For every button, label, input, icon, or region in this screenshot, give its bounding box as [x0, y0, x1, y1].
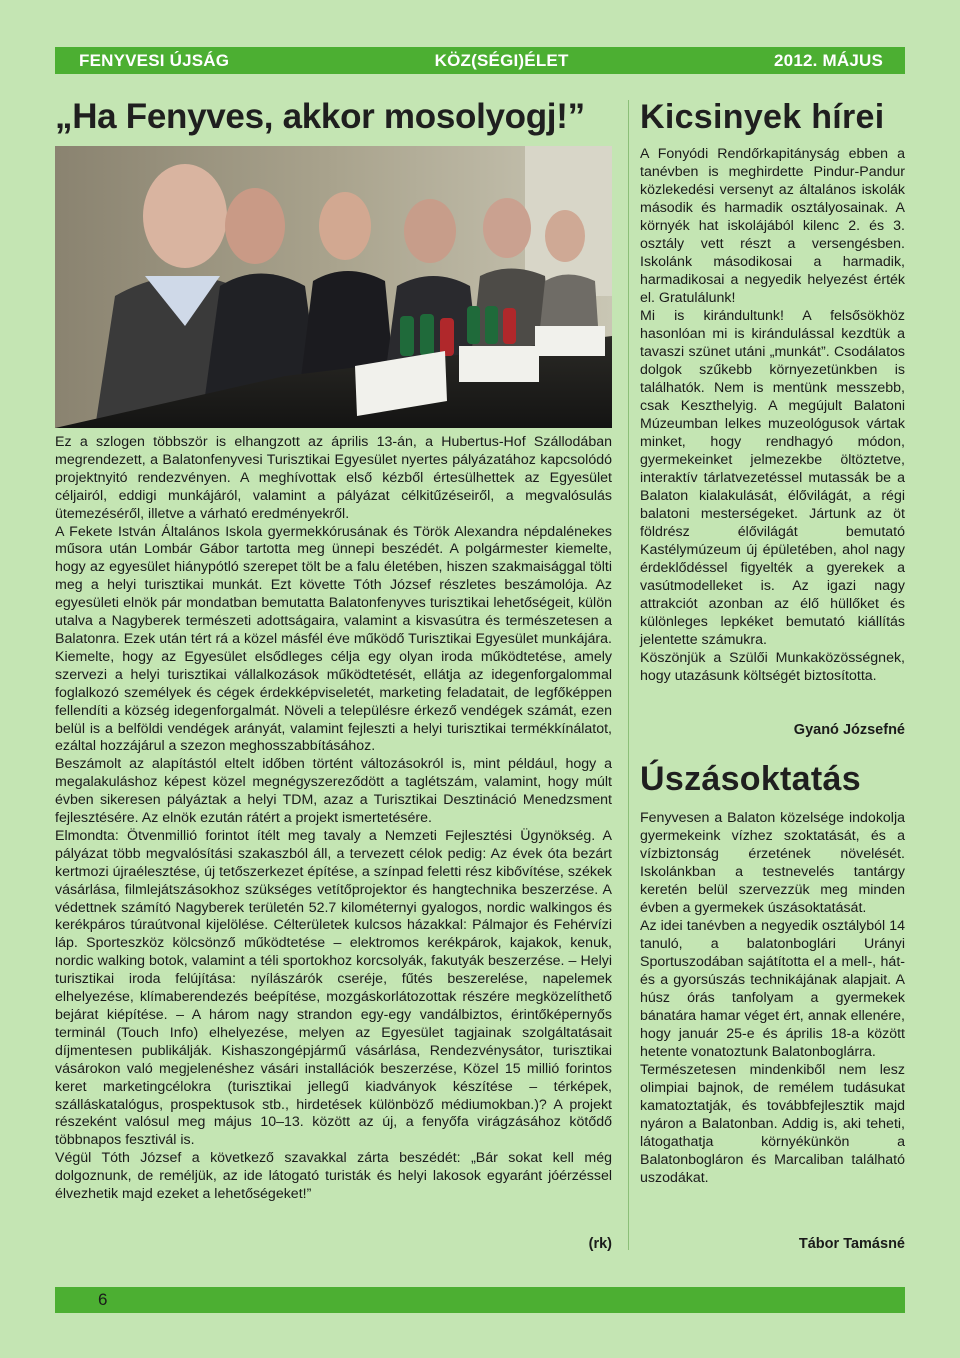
column-divider — [628, 100, 629, 1250]
kicsinyek-paragraph: Mi is kirándultunk! A felsősökhöz hasonlóan mi is kirándulással kezdtük a tavaszi szünet utáni „munkát”. Csodálatos dolgok szűkebb környezetünkben is találhatók. Nem is mentünk messzebb, csak Keszthelyig. A megújult Balatoni Múzeumban lelkes muzeológusok vártak minket, hogy rendhagyó módon, gyermekeinket jelmezekbe öltöztetve, interaktív tárlatvezetéssel mutassák be a Balaton kialakulását, élővilágát, a régi balatoni mesterségeket. Jártunk az öt földrész élővilágát bemutató Kastélymúzeum új épületében, ahol nagy érdeklődéssel figyelték a gyerekek a vasútmodelleket is. Az igazi nagy attrakciót azonban az élő hüllőket és különleges lepkéket bemutató kiállítás jelentette számukra. — [640, 308, 905, 648]
event-photo-image — [55, 146, 612, 428]
main-article-paragraph: A Fekete István Általános Iskola gyermekkórusának és Török Alexandra népdalénekes műsora után Lombár Gábor tartotta meg ünnepi beszédét. A polgármester kiemelte, hogy az egyesület hiánypótló szerepet tölt be a falu életében, hiszen szakmaisággal tölti meg a helyi turisztikai munkát. Ezt követte Tóth József részletes beszámolója. Az egyesületi elnök pár mondatban bemutatta Balatonfenyves turisztikai lehetőségeit, külön utalva a Nagyberek természeti adottságaira, valamint a kisvasútra és természetesen a Balatonra. Ezek után tért rá a közel másfél éve működő Turisztikai Egyesület munkájára. Kiemelte, hogy az Egyesület elsődleges célja egy olyan iroda működtetése, amely szervezi a helyi turisztikai vállalkozások működtetését, ellátja az idegenforgalommal foglalkozó személyek és cégek érdekképviseletét, marketing feladatait, de legfőképpen fellendíti a község idegenforgalmát. Növeli a településre érkező vendégek számát, ezen belül is a belföldi vendégek arányát, valamint fejleszti a helyi turisztikai termékkínálatot, ezáltal hozzájárul a szezon meghosszabbításához. — [55, 523, 612, 755]
uszasoktatas-paragraph: Az idei tanévben a negyedik osztályból 14 tanuló, a balatonboglári Urányi Sportuszodában sajátította el a mell-, hát- és a gyorsúszás technikájának alapjait. A húsz órás tanfolyam a gyermekek bánatára hamar véget ért, annak ellenére, hogy január 25-e és április 18-a között hetente vonatoztunk Balatonboglárra. — [640, 918, 905, 1060]
uszasoktatas-title: Úszásoktatás — [640, 760, 861, 798]
event-photo — [55, 146, 612, 428]
uszasoktatas-paragraph: Fenyvesen a Balaton közelsége indokolja gyermekeink vízhez szoktatását, és a vízbiztonság érzetének növelését. Iskolánkban a testnevelés tantárgy keretén belül szervezzük meg minden évben a gyermekek úszásoktatását. — [640, 810, 905, 916]
main-article-paragraph: Elmondta: Ötvenmillió forintot ítélt meg tavaly a Nemzeti Fejlesztési Ügynökség. A pályázat több megvalósítási szakaszból áll, a tervezett célok pedig: Az évek óta bezárt kertmozi újraélesztése, új tetőszerkezet építése, a színpad feletti rész kibővítése, székek vásárlása, filmlejátszásokhoz szükséges vetítőprojektor és hangtechnika beszerzése. A védettnek számító Nagyberek területén 52.7 kilométernyi gyalogos, nordic walkingos és kerékpáros túraútvonal kijelölése. Célterületek kulcsos házakkal: Pálmajor és Fehérvízi láp. Sporteszköz kölcsönző működtetése – elektromos kerékpárok, kajakok, kenuk, nordic walking botok, valamint a téli sportokhoz korcsolyák, fakutyák beszerzése. – Helyi turisztikai iroda felújítása: nyílászárók cseréje, fűtés beszerelése, napelemek elhelyezése, klímaberendezés beépítése, mozgáskorlátozottak részére megközelíthető bejárat kiépítése. – A három nagy strandon egy-egy vandálbiztos, érintőképernyős terminál (Touch Info) elhelyezése, melyen az Egyesület tagjainak szolgáltatásait díjmentesen publikálják. Kishaszongépjármű vásárlása, Rendezvénysátor, turisztikai vásárokon való megjelenéshez vásári installációk beszerzése, Közel 15 millió forintos keret marketingcélokra (turisztikai jellegű kiadványok készítése – térképek, szálláskatalógus, prospektusok stb., hirdetések különböző médiumokban.)? A projekt részeként valósul meg május 10–13. között az új, a fenyőfa virágzásához kötődő többnapos fesztivál is. — [55, 827, 612, 1149]
kicsinyek-body — [640, 145, 905, 685]
main-article-signature: (rk) — [588, 1236, 612, 1252]
main-article-paragraph: Ez a szlogen többször is elhangzott az április 13-án, a Hubertus-Hof Szállodában megrendezett, a Balatonfenyvesi Turisztikai Egyesület nyertes pályázatához kapcsolódó projektnyitó rendezvényen. A meghívottak első kézből értesülhettek az Egyesület céljairól, eddigi munkájáról, valamint a pályázat célkitűzéseiről, a megvalósulás ütemezéséről, illetve a várható eredményekről. — [55, 434, 612, 522]
uszasoktatas-paragraph: Természetesen mindenkiből nem lesz olimpiai bajnok, de remélem tudásukat kamatoztatják, és továbbfejlesztik majd nyáron a Balatonban. Addig is, aki teheti, látogathatja környékünkön a Balatonbogláron és Marcaliban található uszodákat. — [640, 1062, 905, 1186]
footer-bar — [55, 1287, 905, 1313]
header-bar — [55, 47, 905, 74]
main-article-paragraph: Végül Tóth József a következő szavakkal zárta beszédét: „Bár sokat kell még dolgoznunk, de reméljük, az ide látogató turisták és helyi lakosok egyaránt jóérzéssel élvezhetik majd ezeket a lehetőségeket!” — [55, 1150, 612, 1203]
header-issue-date: 2012. MÁJUS — [774, 50, 883, 70]
kicsinyek-paragraph: Köszönjük a Szülői Munkaközösségnek, hogy utazásunk költségét biztosította. — [640, 650, 905, 684]
kicsinyek-signature: Gyanó Józsefné — [793, 722, 905, 738]
kicsinyek-paragraph: A Fonyódi Rendőrkapitányság ebben a tanévben is meghirdette Pindur-Pandur közlekedési versenyt az általános iskolák második és harmadik osztályosainak. A környék hat iskolájából kilenc 2. és 3. osztály vett részt a versengésben. Iskolánk másodikosai a harmadik, harmadikosai a negyedik helyezést érték el. Gratulálunk! — [640, 146, 905, 306]
uszasoktatas-signature: Tábor Tamásné — [798, 1236, 905, 1252]
main-article-title: „Ha Fenyves, akkor mosolyogj!” — [55, 97, 585, 136]
page-number: 6 — [98, 1290, 108, 1309]
header-newspaper-name: FENYVESI ÚJSÁG — [79, 50, 230, 70]
uszasoktatas-body — [640, 809, 905, 1187]
header-section-name: KÖZ(SÉGI)ÉLET — [434, 50, 569, 70]
main-article-paragraph: Beszámolt az alapítástól eltelt időben történt változásokról is, mint például, hogy a megalakuláshoz képest közel megnégyszereződött a taglétszám, valamint, hogy múlt évben sikeresen pályáztak a helyi TDM, azaz a Turisztikai Desztináció Menedzsment fejlesztésére. Az elnök ezután rátért a projekt ismertetésére. — [55, 756, 612, 827]
kicsinyek-title: Kicsinyek hírei — [640, 98, 885, 136]
main-article-body — [55, 434, 612, 1204]
